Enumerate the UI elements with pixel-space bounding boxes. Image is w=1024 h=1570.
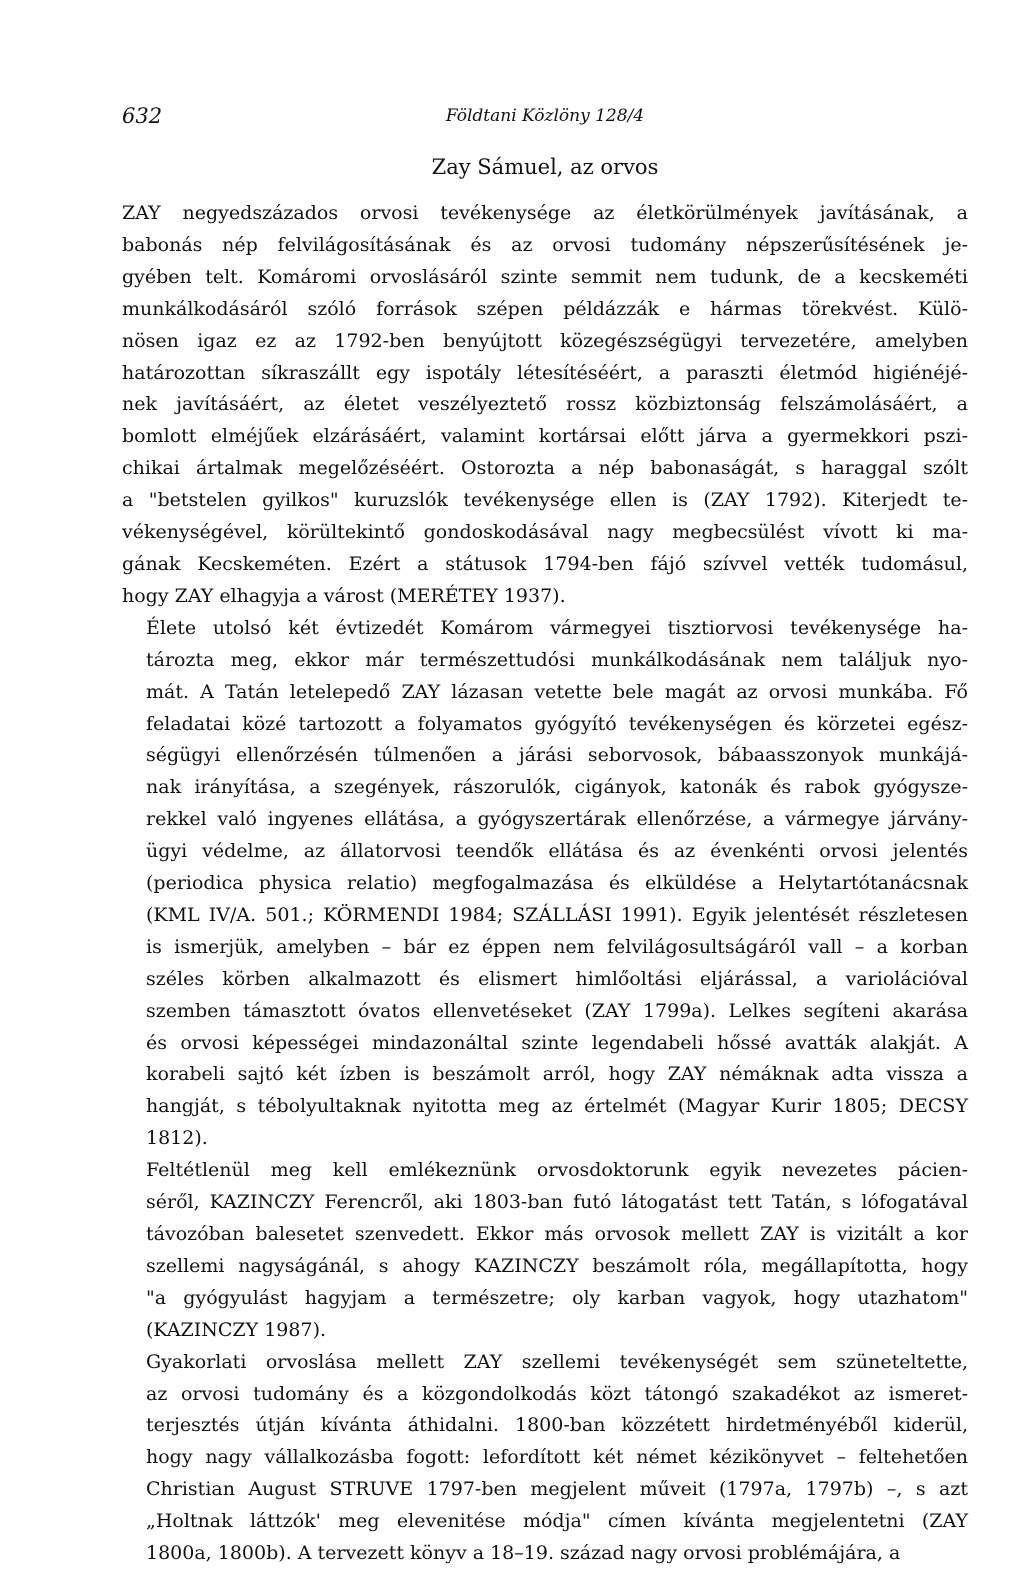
text-line: 1812).	[146, 1127, 208, 1150]
text-line: ségügyi ellenőrzésén túlmenően a járási seborvosok, bábaasszonyok munkájá-	[146, 744, 968, 767]
paragraph	[122, 613, 968, 1155]
text-line: munkálkodásáról szóló források szépen példázzák e hármas törekvést. Külö-	[122, 297, 968, 320]
text-line: feladatai közé tartozott a folyamatos gyógyító tevékenységen és körzetei egész-	[146, 712, 968, 735]
text-line: nösen igaz ez az 1792-ben benyújtott közegészségügyi tervezetére, amelyben	[122, 329, 968, 352]
text-line: szemben támasztott óvatos ellenvetéseket (ZAY 1799a). Lelkes segíteni akarása	[146, 999, 968, 1022]
text-line: hangját, s tébolyultaknak nyitotta meg az értelmét (Magyar Kurir 1805; DECSY	[146, 1095, 968, 1118]
text-line: szellemi nagyságánál, s ahogy KAZINCZY beszámolt róla, megállapította, hogy	[146, 1254, 968, 1277]
page-number: 632	[122, 104, 163, 128]
text-line: séről, KAZINCZY Ferencről, aki 1803-ban futó látogatást tett Tatán, s lófogatával	[146, 1191, 968, 1214]
text-line: (periodica physica relatio) megfogalmazása és elküldése a Helytartótanácsnak	[146, 872, 968, 895]
text-line: Feltétlenül meg kell emlékeznünk orvosdoktorunk egyik nevezetes pácien-	[146, 1159, 968, 1182]
text-line: nak irányítása, a szegények, rászorulók, cigányok, katonák és rabok gyógysze-	[146, 776, 968, 799]
text-line: „Holtnak láttzók' meg elevenitése módja" címen kívánta megjelentetni (ZAY	[146, 1510, 968, 1533]
journal-title: Földtani Közlöny 128/4	[445, 106, 645, 126]
paragraph	[122, 1347, 968, 1570]
article-body	[122, 198, 968, 1570]
text-line: távozóban balesetet szenvedett. Ekkor más orvosok mellett ZAY is vizitált a kor	[146, 1223, 968, 1245]
text-line: (KAZINCZY 1987).	[146, 1318, 327, 1341]
text-line: korabeli sajtó két ízben is beszámolt arról, hogy ZAY némáknak adta vissza a	[146, 1063, 968, 1086]
text-line: chikai ártalmak megelőzéséért. Ostorozta a nép babonaságát, s haraggal szólt	[122, 457, 968, 480]
text-line: vékenységével, körültekintő gondoskodásával nagy megbecsülést vívott ki ma-	[122, 521, 968, 544]
paragraph	[122, 198, 968, 613]
text-line: ügyi védelme, az állatorvosi teendők ellátása és az évenkénti orvosi jelentés	[146, 840, 968, 863]
text-line: hogy ZAY elhagyja a várost (MERÉTEY 1937).	[122, 584, 566, 607]
text-line: babonás nép felvilágosításának és az orvosi tudomány népszerűsítésének je-	[122, 233, 968, 256]
text-line: is ismerjük, amelyben – bár ez éppen nem felvilágosultságáról vall – a korban	[146, 935, 968, 958]
text-line: Christian August STRUVE 1797-ben megjelent műveit (1797a, 1797b) –, s azt	[146, 1478, 968, 1501]
text-line: nek javításáért, az életet veszélyeztető rossz közbiztonság felszámolásáért, a	[122, 393, 968, 416]
text-line: Gyakorlati orvoslása mellett ZAY szellemi tevékenységét sem szüneteltette,	[146, 1350, 968, 1373]
paragraph	[122, 1155, 968, 1346]
text-line: ZAY negyedszázados orvosi tevékenysége az életkörülmények javításának, a	[122, 202, 968, 224]
text-line: Élete utolsó két évtizedét Komárom vármegyei tisztiorvosi tevékenysége ha-	[146, 616, 968, 639]
text-line: hogy nagy vállalkozásba fogott: lefordított két német kézikönyvet – feltehetően	[146, 1446, 968, 1469]
article-title: Zay Sámuel, az orvos	[431, 155, 659, 179]
running-head	[122, 104, 968, 134]
text-line: széles körben alkalmazott és elismert himlőoltási eljárással, a variolációval	[146, 967, 968, 990]
text-line: az orvosi tudomány és a közgondolkodás közt tátongó szakadékot az ismeret-	[146, 1382, 968, 1405]
text-line: "a gyógyulást hagyjam a természetre; oly karban vagyok, hogy utazhatom"	[146, 1286, 968, 1309]
text-line: (KML IV/A. 501.; KÖRMENDI 1984; SZÁLLÁSI 1991). Egyik jelentését részletesen	[146, 903, 968, 926]
text-line: a "betstelen gyilkos" kuruzslók tevékenysége ellen is (ZAY 1792). Kiterjedt te-	[122, 489, 968, 512]
text-line: gyében telt. Komáromi orvoslásáról szinte semmit nem tudunk, de a kecskeméti	[122, 265, 968, 288]
text-line: határozottan síkraszállt egy ispotály létesítéséért, a paraszti életmód higiénéjé-	[122, 361, 968, 384]
text-line: tározta meg, ekkor már természettudósi munkálkodásának nem találjuk nyo-	[146, 648, 968, 671]
text-line: gának Kecskeméten. Ezért a státusok 1794-ben fájó szívvel vették tudomásul,	[122, 552, 968, 575]
text-line: bomlott elméjűek elzárásáért, valamint kortársai előtt járva a gyermekkori pszi-	[122, 425, 968, 448]
text-line: és orvosi képességei mindazonáltal szinte legendabeli hőssé avatták alakját. A	[146, 1031, 968, 1054]
text-line: mát. A Tatán letelepedő ZAY lázasan vetette bele magát az orvosi munkába. Fő	[146, 680, 968, 703]
text-line: terjesztés útján kívánta áthidalni. 1800-ban közzétett hirdetményéből kiderül,	[146, 1414, 968, 1437]
text-line: 1800a, 1800b). A tervezett könyv a 18–19. század nagy orvosi problémájára, a	[146, 1542, 901, 1565]
text-line: rekkel való ingyenes ellátása, a gyógyszertárak ellenőrzése, a vármegye járvány-	[146, 808, 968, 831]
